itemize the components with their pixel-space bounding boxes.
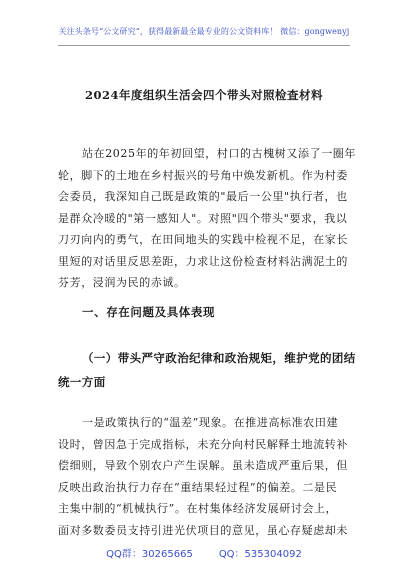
text-line: 偿细则，导致个别农户产生误解。虽未造成严重后果，但: [58, 459, 348, 472]
sub-heading-line: 统一方面: [58, 375, 106, 389]
text-line: 一是政策执行的“温差”现象。在推进高标准农田建: [82, 416, 339, 429]
text-line: 是群众冷暖的"第一感知人"。对照"四个带头"要求，我以: [58, 211, 348, 225]
body-paragraph: [58, 412, 350, 541]
text-line: 芬芳，浸润为民的赤诚。: [58, 276, 186, 289]
qq-group-number: QQ群：30265665: [106, 549, 193, 560]
text-line: 会委员，我深知自己既是政策的"最后一公里"执行者，也: [58, 190, 348, 203]
sub-heading: [58, 346, 358, 394]
section-heading: 一、存在问题及具体表现: [82, 305, 216, 319]
qq-number: QQ：535304092: [218, 549, 302, 560]
header-note: 关注头条号“公文研究”，获得最新最全最专业的公文资料库！ 微信：gongwenyj: [58, 27, 350, 36]
text-line: 面对多数委员支持引进光伏项目的意见，虽心存疑虑却未: [58, 523, 348, 537]
text-line: 里短的对话里反思差距，力求让这份检查材料沾满泥土的: [58, 254, 348, 268]
header-divider: [58, 45, 350, 46]
footer-contact: [0, 545, 408, 560]
text-line: 设时，曾因急于完成指标，未充分向村民解释土地流转补: [58, 437, 348, 451]
text-line: 站在2025年的年初回望，村口的古槐树又添了一圈年: [82, 147, 356, 160]
text-line: 主集中制的“机械执行”。在村集体经济发展研讨会上，: [58, 502, 338, 515]
intro-paragraph: [58, 143, 356, 294]
sub-heading-line: （一）带头严守政治纪律和政治规矩，维护党的团结: [82, 351, 356, 365]
text-line: 轮，脚下的土地在乡村振兴的号角中焕发新机。作为村委: [58, 168, 348, 182]
document-title: 2024年度组织生活会四个带头对照检查材料: [84, 88, 323, 102]
text-line: 刀刃向内的勇气，在田间地头的实践中检视不足，在家长: [58, 233, 348, 246]
text-line: 反映出政治执行力存在“重结果轻过程”的偏差。二是民: [58, 480, 338, 494]
